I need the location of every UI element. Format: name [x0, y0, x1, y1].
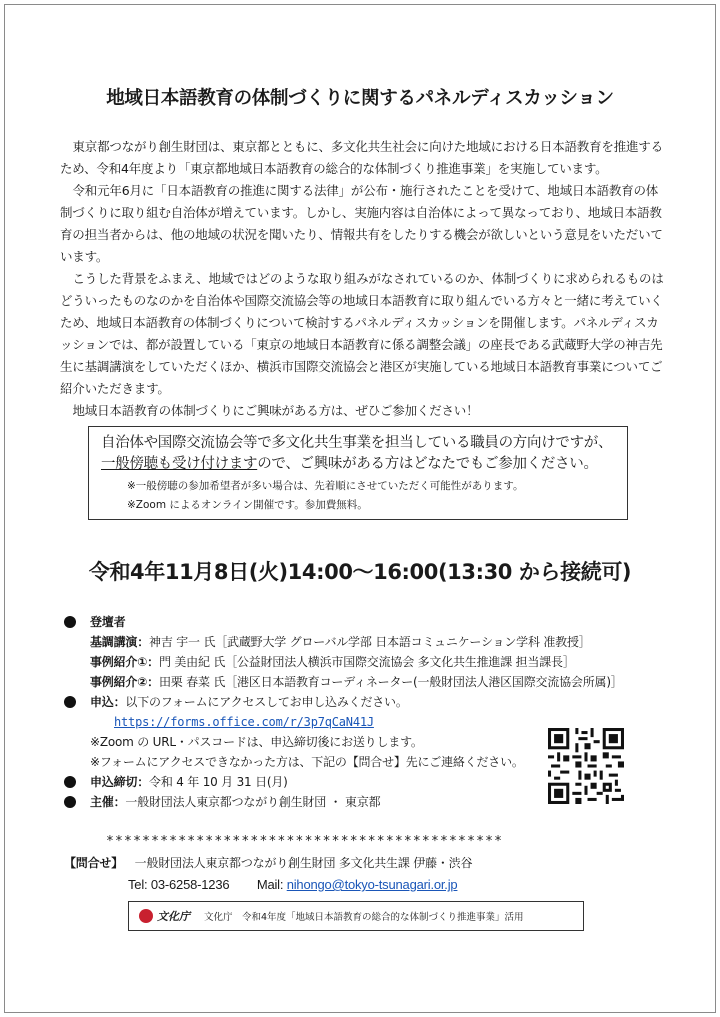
speaker-row	[64, 632, 684, 652]
intro-closing: 地域日本語教育の体制づくりにご興味がある方は、ぜひご参加ください！	[72, 403, 479, 418]
bullet-icon	[64, 616, 76, 628]
notice-underlined: 一般傍聴も受け付けます	[101, 456, 258, 472]
intro-paragraph: 東京都つながり創生財団は、東京都とともに、多文化共生社会に向けた地域における日本語教育を推進するため、令和4年度より「東京都地域日本語教育の総合的な体制づくり推進事業」を実施しています。	[60, 139, 663, 176]
speakers-heading-row	[64, 612, 684, 632]
notice-note-1: ※一般傍聴の参加希望者が多い場合は、先着順にさせていただく可能性があります。	[127, 480, 524, 492]
notice-line-2-rest: ので、ご興味がある方はどなたでもご参加ください。	[257, 456, 598, 472]
separator: ********************************************	[106, 834, 504, 849]
speaker-info: 神吉 宇一 氏［武蔵野大学 グローバル学部 日本語コミュニケーション学科 准教授］	[149, 635, 591, 649]
inquiry-org-row	[64, 852, 472, 874]
notice-note-2: ※Zoom によるオンライン開催です。参加費無料。	[127, 499, 368, 511]
bullet-icon	[64, 796, 76, 808]
speaker-role: 事例紹介②：	[90, 675, 159, 689]
intro-paragraph: 令和元年6月に「日本語教育の推進に関する法律」が公布・施行されたことを受けて、地域日本語教育の体制づくりに取り組む自治体が増えています。しかし、実施内容は自治体によって異なっており、地域日本語教育の担当者からは、他の地域の状況を聞いたり、情報共有をしたりする機会が欲しいという意見をいただいています。	[60, 183, 663, 264]
agency-logo-text: 文化庁	[157, 910, 190, 923]
page-title: 地域日本語教育の体制づくりに関するパネルディスカッション	[106, 88, 614, 109]
organizer-label: 主催：	[90, 795, 126, 809]
apply-note: ※フォームにアクセスできなかった方は、下記の【問合せ】先にご連絡ください。	[90, 755, 524, 769]
intro-section	[60, 136, 664, 422]
agency-logo-icon	[139, 909, 153, 923]
speaker-role: 基調講演：	[90, 635, 150, 649]
speaker-row	[64, 672, 684, 692]
inquiry-org: 一般財団法人東京都つながり創生財団 多文化共生課 伊藤・渋谷	[134, 856, 473, 870]
deadline-value: 令和 4 年 10 月 31 日(月)	[149, 775, 288, 789]
bullet-icon	[64, 696, 76, 708]
organizer-value: 一般財団法人東京都つながり創生財団 ・ 東京都	[125, 795, 381, 809]
notice-line-2	[101, 454, 615, 475]
notice-line-1: 自治体や国際交流協会等で多文化共生事業を担当している職員の方向けですが、	[101, 435, 613, 451]
inquiry-tel: Tel: 03-6258-1236	[128, 877, 230, 892]
speaker-row	[64, 652, 684, 672]
speaker-info: 田栗 春菜 氏［港区日本語教育コーディネーター(一般財団法人港区国際交流協会所属)］	[158, 675, 623, 689]
inquiry-mail-link[interactable]: nihongo@tokyo-tsunagari.or.jp	[286, 877, 458, 892]
apply-text: 以下のフォームにアクセスしてお申し込みください。	[125, 695, 408, 709]
intro-paragraph: こうした背景をふまえ、地域ではどのような取り組みがなされているのか、体制づくりに求められるものはどういったものなのかを自治体や国際交流協会等の地域日本語教育に取り組んでいる方々と一緒に考えていくため、地域日本語教育の体制づくりについて検討するパネルディスカッションを開催します。パネルディスカッションでは、都が設置している「東京の地域日本語教育に係る調整会議」の座長である武蔵野大学の神吉先生に基調講演をしていただくほか、横浜市国際交流協会と港区が実施している地域日本語教育事業についてご紹介いただきます。	[60, 271, 664, 396]
bullet-icon	[64, 776, 76, 788]
speaker-info: 門 美由紀 氏［公益財団法人横浜市国際交流協会 多文化共生推進課 担当課長］	[158, 655, 575, 669]
apply-label: 申込：	[90, 695, 126, 709]
inquiry-contact-row	[64, 874, 472, 896]
deadline-label: 申込締切：	[90, 775, 150, 789]
inquiry-mail-label: Mail:	[256, 877, 284, 892]
inquiry-section	[64, 852, 472, 896]
application-form-link[interactable]: https://forms.office.com/r/3p7qCaN41J	[114, 715, 374, 729]
footer-banner	[128, 901, 584, 931]
target-audience-box	[88, 426, 628, 520]
agency-logo	[139, 908, 190, 924]
footer-text: 文化庁 令和4年度「地域日本語教育の総合的な体制づくり推進事業」活用	[204, 912, 524, 923]
inquiry-label: 【問合せ】	[64, 856, 124, 870]
apply-note: ※Zoom の URL・パスコードは、申込締切後にお送りします。	[90, 735, 423, 749]
apply-row	[64, 692, 684, 712]
speakers-heading: 登壇者	[90, 615, 126, 629]
qr-code-icon[interactable]	[548, 728, 624, 804]
speaker-role: 事例紹介①：	[90, 655, 159, 669]
event-datetime: 令和4年11月8日(火)14:00～16:00(13:30 から接続可)	[88, 560, 632, 584]
